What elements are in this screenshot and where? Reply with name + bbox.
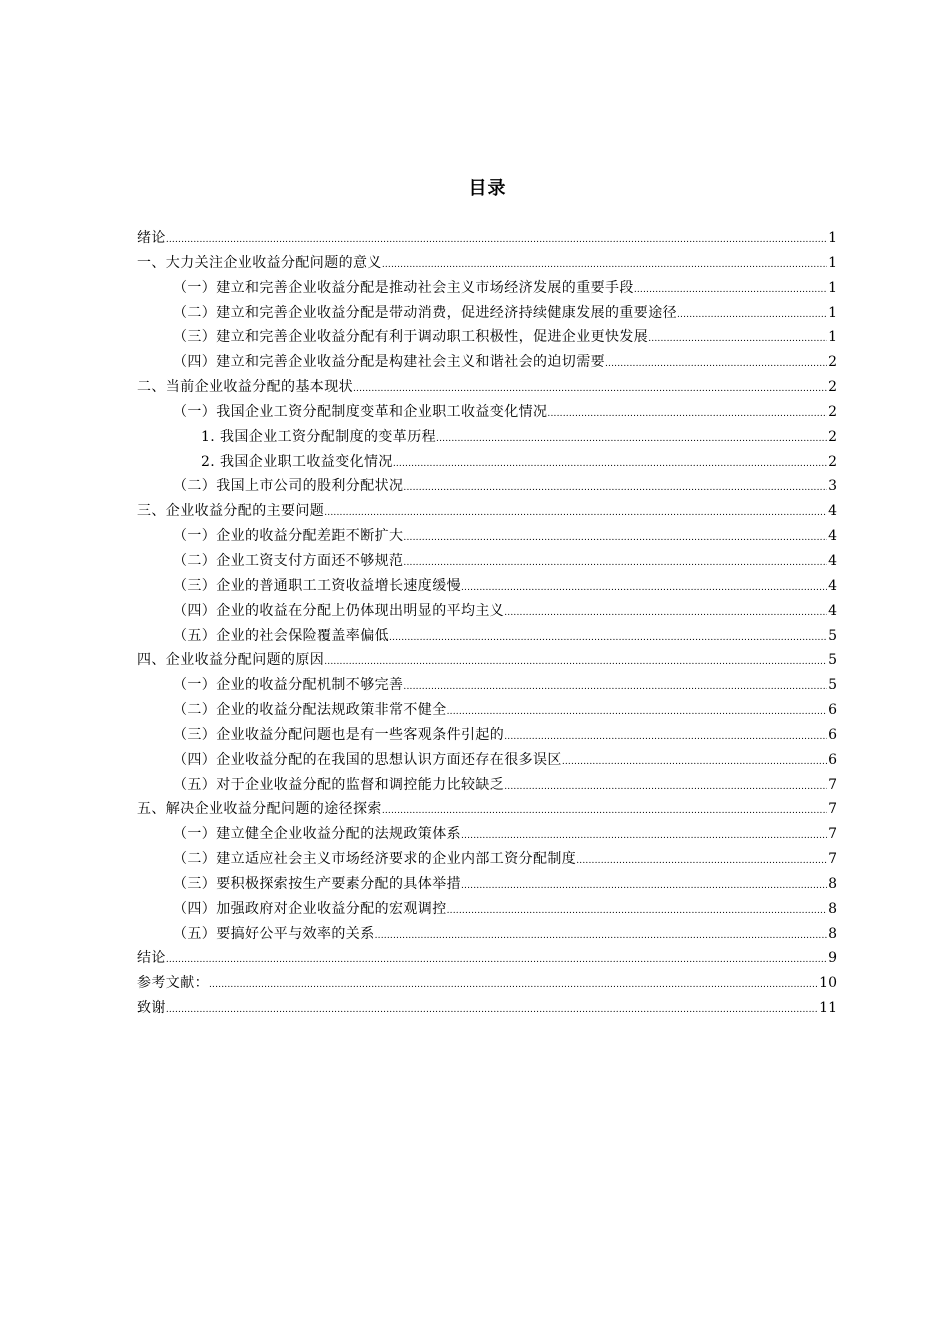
toc-dot-leader [547, 402, 827, 427]
toc-entry[interactable] [137, 400, 837, 425]
toc-page-number: 1 [828, 304, 837, 321]
toc-entry-text: （二）企业工资支付方面还不够规范 [173, 552, 404, 569]
toc-entry[interactable] [137, 549, 837, 574]
toc-entry[interactable] [137, 822, 837, 847]
toc-page-number: 6 [828, 751, 837, 768]
toc-entry[interactable] [137, 773, 837, 798]
toc-entry[interactable] [137, 996, 837, 1021]
toc-entry[interactable] [137, 897, 837, 922]
toc-dot-leader [562, 750, 827, 775]
toc-entry[interactable] [137, 325, 837, 350]
toc-page-number: 3 [828, 478, 837, 495]
toc-page-number: 4 [828, 552, 837, 569]
toc-entry[interactable] [137, 797, 837, 822]
toc-page-number: 4 [828, 528, 837, 545]
toc-entry-text: （四）加强政府对企业收益分配的宏观调控 [173, 900, 447, 917]
toc-dot-leader [209, 973, 818, 998]
toc-page-number: 5 [828, 627, 837, 644]
toc-dot-leader [461, 874, 827, 899]
toc-entry[interactable] [137, 375, 837, 400]
toc-dot-leader [504, 601, 827, 626]
toc-dot-leader [353, 377, 827, 402]
toc-page-number: 9 [828, 950, 837, 967]
toc-page-number: 11 [819, 1000, 837, 1017]
toc-dot-leader [677, 303, 827, 328]
toc-entry-text: （五）对于企业收益分配的监督和调控能力比较缺乏 [173, 776, 505, 793]
toc-page-number: 6 [828, 726, 837, 743]
toc-entry-text: （三）要积极探索按生产要素分配的具体举措 [173, 875, 461, 892]
toc-page-number: 7 [828, 801, 837, 818]
toc-dot-leader [403, 526, 827, 551]
table-of-contents [137, 226, 837, 1021]
toc-dot-leader [389, 626, 827, 651]
toc-dot-leader [576, 849, 827, 874]
toc-entry[interactable] [137, 574, 837, 599]
toc-entry[interactable] [137, 748, 837, 773]
toc-entry-text: 2. 我国企业职工收益变化情况 [201, 453, 393, 470]
toc-page-number: 1 [828, 329, 837, 346]
toc-page-number: 4 [828, 503, 837, 520]
toc-entry[interactable] [137, 301, 837, 326]
toc-entry[interactable] [137, 251, 837, 276]
toc-entry-text: （四）企业的收益在分配上仍体现出明显的平均主义 [173, 602, 505, 619]
toc-entry-text: （二）我国上市公司的股利分配状况 [173, 478, 404, 495]
toc-entry-text: （一）企业的收益分配差距不断扩大 [173, 528, 404, 545]
toc-page-number: 1 [828, 279, 837, 296]
toc-entry[interactable] [137, 673, 837, 698]
toc-title: 目录 [468, 178, 507, 199]
toc-entry-text: （二）企业的收益分配法规政策非常不健全 [173, 702, 447, 719]
toc-entry[interactable] [137, 226, 837, 251]
toc-entry[interactable] [137, 922, 837, 947]
toc-page-number: 2 [828, 428, 837, 445]
toc-dot-leader [504, 725, 827, 750]
toc-entry-text: （二）建立适应社会主义市场经济要求的企业内部工资分配制度 [173, 851, 577, 868]
toc-dot-leader [324, 650, 827, 675]
toc-page-number: 4 [828, 602, 837, 619]
toc-dot-leader [504, 775, 827, 800]
toc-page-number: 5 [828, 652, 837, 669]
toc-page-number: 1 [828, 230, 837, 246]
toc-page-number: 2 [828, 379, 837, 396]
toc-dot-leader [166, 998, 818, 1023]
toc-page-number: 8 [828, 875, 837, 892]
toc-page-number: 10 [819, 975, 837, 992]
toc-entry[interactable] [137, 276, 837, 301]
toc-entry[interactable] [137, 425, 837, 450]
toc-entry[interactable] [137, 872, 837, 897]
toc-entry[interactable] [137, 524, 837, 549]
toc-page-number: 2 [828, 403, 837, 420]
toc-entry-text: （五）企业的社会保险覆盖率偏低 [173, 627, 389, 644]
toc-dot-leader [166, 228, 827, 253]
toc-dot-leader [447, 700, 827, 725]
toc-dot-leader [403, 476, 827, 501]
toc-entry-text: （二）建立和完善企业收益分配是带动消费，促进经济持续健康发展的重要途径 [173, 304, 677, 321]
toc-page-number: 7 [828, 826, 837, 843]
toc-dot-leader [461, 824, 827, 849]
toc-entry-text: 致谢 [137, 1000, 166, 1017]
toc-dot-leader [436, 427, 827, 452]
toc-entry-text: （一）我国企业工资分配制度变革和企业职工收益变化情况 [173, 403, 548, 420]
toc-entry-text: 绪论 [137, 230, 166, 246]
toc-entry-text: （三）建立和完善企业收益分配有利于调动职工积极性，促进企业更快发展 [173, 329, 649, 346]
toc-entry[interactable] [137, 946, 837, 971]
toc-entry[interactable] [137, 723, 837, 748]
toc-entry-text: （一）企业的收益分配机制不够完善 [173, 677, 404, 694]
toc-entry-text: （三）企业收益分配问题也是有一些客观条件引起的 [173, 726, 505, 743]
toc-page-number: 8 [828, 900, 837, 917]
toc-entry-text: （一）建立和完善企业收益分配是推动社会主义市场经济发展的重要手段 [173, 279, 634, 296]
toc-dot-leader [634, 278, 827, 303]
toc-page-number: 2 [828, 453, 837, 470]
toc-entry[interactable] [137, 648, 837, 673]
toc-dot-leader [461, 576, 827, 601]
toc-entry[interactable] [137, 350, 837, 375]
toc-entry[interactable] [137, 971, 837, 996]
toc-page-number: 8 [828, 925, 837, 942]
toc-entry[interactable] [137, 698, 837, 723]
toc-entry[interactable] [137, 450, 837, 475]
toc-entry-text: 参考文献： [137, 975, 209, 992]
toc-entry-text: 二、当前企业收益分配的基本现状 [137, 379, 353, 396]
toc-entry-text: 1. 我国企业工资分配制度的变革历程 [201, 428, 437, 445]
toc-dot-leader [393, 452, 827, 477]
toc-dot-leader [648, 327, 827, 352]
toc-page-number: 7 [828, 851, 837, 868]
toc-dot-leader [382, 253, 827, 278]
toc-entry-text: （四）企业收益分配的在我国的思想认识方面还存在很多误区 [173, 751, 562, 768]
toc-page-number: 6 [828, 702, 837, 719]
toc-entry-text: 结论 [137, 950, 166, 967]
toc-dot-leader [605, 352, 827, 377]
toc-page-number: 5 [828, 677, 837, 694]
toc-page-number: 4 [828, 577, 837, 594]
toc-page-number: 1 [828, 254, 837, 271]
toc-entry[interactable] [137, 499, 837, 524]
toc-dot-leader [382, 799, 827, 824]
toc-entry-text: 三、企业收益分配的主要问题 [137, 503, 325, 520]
toc-dot-leader [166, 948, 827, 973]
toc-entry[interactable] [137, 474, 837, 499]
toc-page-number: 7 [828, 776, 837, 793]
toc-entry-text: 一、大力关注企业收益分配问题的意义 [137, 254, 382, 271]
toc-entry-text: （五）要搞好公平与效率的关系 [173, 925, 375, 942]
toc-dot-leader [324, 501, 827, 526]
toc-entry-text: 四、企业收益分配问题的原因 [137, 652, 325, 669]
toc-dot-leader [447, 899, 827, 924]
toc-entry[interactable] [137, 624, 837, 649]
toc-entry-text: （四）建立和完善企业收益分配是构建社会主义和谐社会的迫切需要 [173, 354, 605, 371]
toc-entry[interactable] [137, 599, 837, 624]
toc-page-number: 2 [828, 354, 837, 371]
toc-entry-text: （三）企业的普通职工工资收益增长速度缓慢 [173, 577, 461, 594]
toc-entry-text: 五、解决企业收益分配问题的途径探索 [137, 801, 382, 818]
toc-entry[interactable] [137, 847, 837, 872]
toc-entry-text: （一）建立健全企业收益分配的法规政策体系 [173, 826, 461, 843]
toc-dot-leader [403, 675, 827, 700]
toc-dot-leader [403, 551, 827, 576]
toc-dot-leader [375, 924, 827, 949]
